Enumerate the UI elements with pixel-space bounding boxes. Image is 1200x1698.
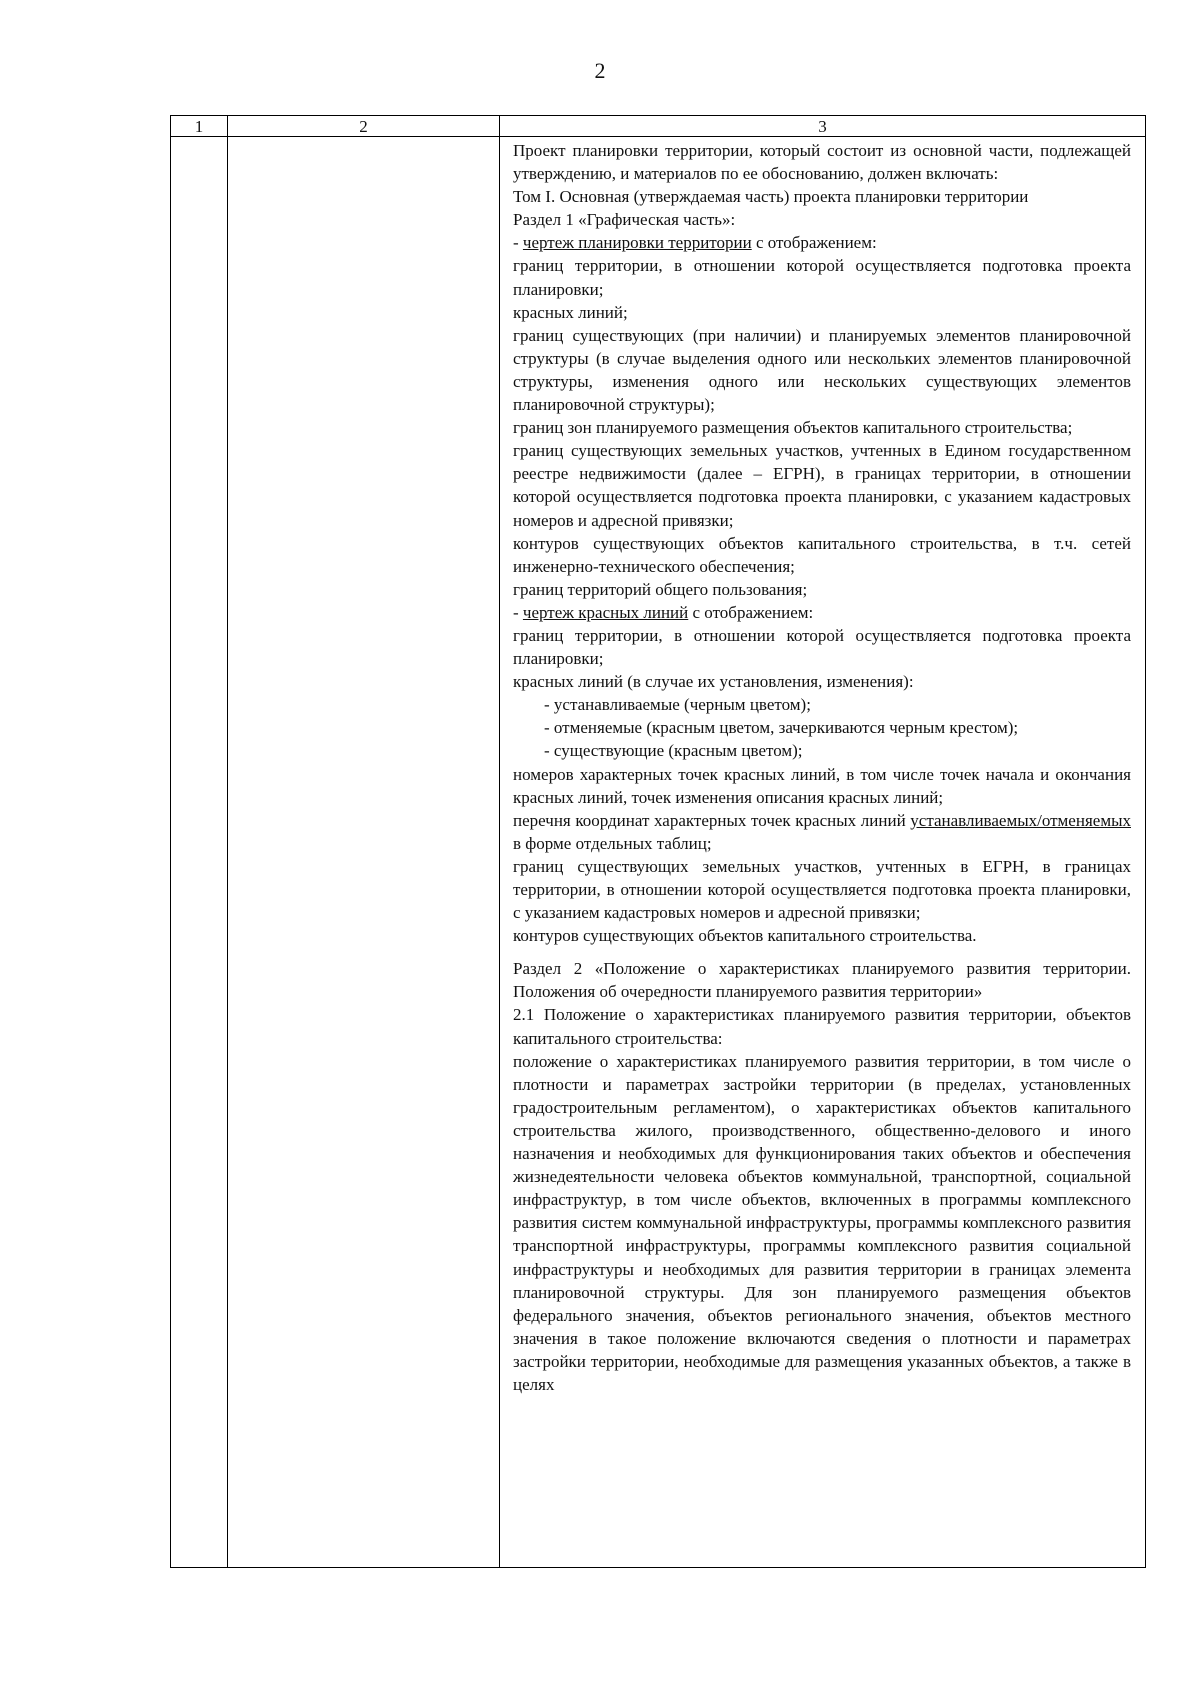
paragraph: контуров существующих объектов капитального строительства, в т.ч. сетей инженерно-технического обеспечения; xyxy=(513,533,1131,576)
text-run: - xyxy=(513,602,523,622)
paragraph: красных линий; xyxy=(513,302,628,322)
paragraph: положение о характеристиках планируемого развития территории, в том числе о плотности и параметрах застройки территории (в пределах, установленных градостроительным регламентом), о характеристиках объектов капитального строительства жилого, производственного, общественно-делового и иного назначения и необходимых для функционирования таких объектов и обеспечения жизнедеятельности человека объектов коммунальной, транспортной, социальной инфраструктур, в том числе объектов, включенных в программы комплексного развития систем коммунальной инфраструктуры, программы комплексного развития транспортной инфраструктуры, программы комплексного развития социальной инфраструктуры и необходимых для развития территории в границах элемента планировочной структуры. Для зон планируемого размещения объектов федерального значения, объектов регионального значения, объектов местного значения в такое положение включаются сведения о плотности и параметрах застройки территории, необходимые для размещения указанных объектов, а также в целях xyxy=(513,1051,1131,1394)
cell-column-1 xyxy=(171,137,228,1568)
paragraph: 2.1 Положение о характеристиках планируемого развития территории, объектов капитального строительства: xyxy=(513,1005,1131,1048)
paragraph: границ территории, в отношении которой осуществляется подготовка проекта планировки; xyxy=(513,625,1131,669)
text-run: перечня координат характерных точек красных линий xyxy=(513,810,911,830)
requirements-table xyxy=(170,115,1146,1568)
underlined-text: устанавливаемых/отменяемых xyxy=(910,810,1131,830)
paragraph: границ существующих земельных участков, учтенных в Едином государственном реестре недвижимости (далее – ЕГРН), в границах территории, в отношении которой осуществляется подготовка проекта планировки, с указанием кадастровых номеров и адресной привязки; xyxy=(513,441,1131,530)
paragraph: Проект планировки территории, который состоит из основной части, подлежащей утверждению, и материалов по ее обоснованию, должен включать: xyxy=(513,141,1131,184)
paragraph: Раздел 2 «Положение о характеристиках планируемого развития территории. Положения об очередности планируемого развития территории» xyxy=(513,959,1131,1002)
underlined-text: чертеж красных линий xyxy=(522,602,689,622)
column-header-1: 1 xyxy=(171,116,228,137)
paragraph: границ существующих (при наличии) и планируемых элементов планировочной структуры (в случае выделения одного или нескольких элементов планировочной структуры, изменения одного или нескольких существующих элементов планировочной структуры); xyxy=(513,325,1131,415)
paragraph: контуров существующих объектов капитального строительства. xyxy=(513,926,977,946)
paragraph: Раздел 1 «Графическая часть»: xyxy=(513,210,736,230)
text-run: с отображением: xyxy=(688,602,814,622)
column-header-3: 3 xyxy=(500,116,1146,137)
underlined-text: чертеж планировки территории xyxy=(522,233,752,253)
cell-column-3 xyxy=(500,137,1146,1568)
paragraph xyxy=(513,231,1131,254)
table-header-row xyxy=(171,116,1146,137)
paragraph: границ зон планируемого размещения объектов капитального строительства; xyxy=(513,418,1073,438)
paragraph: границ существующих земельных участков, учтенных в ЕГРН, в границах территории, в отношении которой осуществляется подготовка проекта планировки, с указанием кадастровых номеров и адресной привязки; xyxy=(513,856,1131,923)
cell-content xyxy=(500,137,1145,1396)
column-header-2: 2 xyxy=(228,116,500,137)
paragraph: красных линий (в случае их установления, изменения): xyxy=(513,672,914,692)
list-item: - существующие (красным цветом); xyxy=(544,741,803,761)
page-number: 2 xyxy=(594,58,606,83)
paragraph xyxy=(513,601,1131,624)
list-item: - отменяемые (красным цветом, зачеркиваются черным крестом); xyxy=(544,718,1019,738)
text-run: с отображением: xyxy=(751,233,877,253)
text-run: в форме отдельных таблиц; xyxy=(513,833,712,853)
paragraph: Том I. Основная (утверждаемая часть) проекта планировки территории xyxy=(513,187,1029,207)
spacer xyxy=(513,947,1131,957)
cell-column-2 xyxy=(228,137,500,1568)
paragraph: границ территорий общего пользования; xyxy=(513,579,808,599)
paragraph xyxy=(513,809,1131,855)
list-item: - устанавливаемые (черным цветом); xyxy=(544,695,811,715)
paragraph: границ территории, в отношении которой осуществляется подготовка проекта планировки; xyxy=(513,256,1131,299)
table-row xyxy=(171,137,1146,1568)
text-run: - xyxy=(513,233,523,253)
paragraph: номеров характерных точек красных линий, в том числе точек начала и окончания красных линий, точек изменения описания красных линий; xyxy=(513,764,1131,807)
